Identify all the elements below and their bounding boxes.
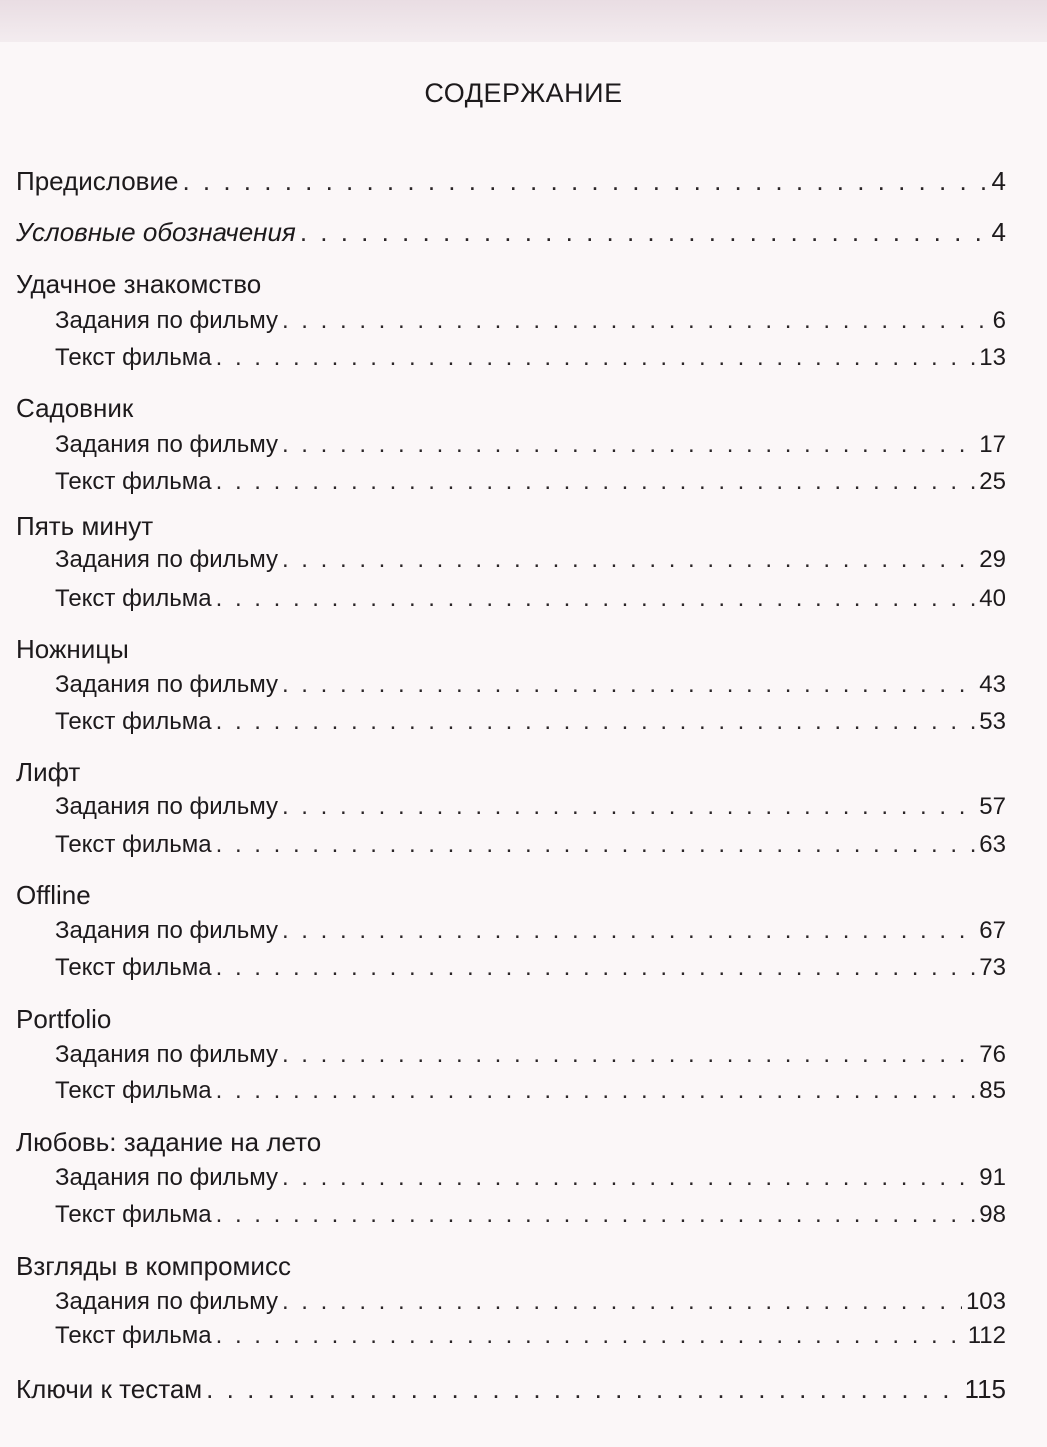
toc-entry-label: Текст фильма <box>55 708 212 735</box>
toc-entry-page: 43 <box>979 671 1006 698</box>
toc-entry-label: Задания по фильму <box>55 546 278 573</box>
dot-leader <box>182 165 987 197</box>
dot-leader <box>216 583 976 615</box>
dot-leader <box>300 216 988 248</box>
toc-entry <box>55 791 1006 823</box>
toc-entry <box>55 915 1006 947</box>
toc-entry-page: 85 <box>979 1077 1006 1104</box>
toc-entry-page: 6 <box>992 307 1006 334</box>
page-title: СОДЕРЖАНИЕ <box>424 78 623 108</box>
toc-entry-label: Текст фильма <box>55 1201 212 1228</box>
toc-entry-page: 98 <box>979 1201 1006 1228</box>
toc-entry-label: Текст фильма <box>55 468 212 495</box>
toc-entry <box>16 165 1006 197</box>
toc-entry-page: 63 <box>979 831 1006 858</box>
toc-entry <box>55 1162 1006 1194</box>
toc-entry-page: 13 <box>979 344 1006 371</box>
toc-entry <box>55 829 1006 861</box>
dot-leader <box>282 1286 962 1318</box>
dot-leader <box>216 1320 964 1352</box>
dot-leader <box>206 1373 960 1405</box>
toc-entry-page: 17 <box>979 431 1006 458</box>
dot-leader <box>216 706 976 738</box>
toc-entry-label: Задания по фильму <box>55 671 278 698</box>
toc-entry-page: 91 <box>979 1164 1006 1191</box>
toc-entry <box>55 1039 1006 1071</box>
toc-entry-label: Текст фильма <box>55 1077 212 1104</box>
toc-heading: Portfolio <box>16 1004 112 1034</box>
toc-entry-label: Условные обозначения <box>16 217 296 247</box>
toc-entry <box>55 583 1006 615</box>
toc-entry <box>55 1075 1006 1107</box>
dot-leader <box>282 1039 975 1071</box>
toc-entry-label: Задания по фильму <box>55 431 278 458</box>
toc-entry-page: 53 <box>979 708 1006 735</box>
toc-entry-label: Текст фильма <box>55 831 212 858</box>
dot-leader <box>282 791 975 823</box>
toc-entry-page: 4 <box>991 166 1006 196</box>
toc-entry <box>55 1320 1006 1352</box>
toc-entry-page: 4 <box>991 217 1006 247</box>
toc-entry-label: Текст фильма <box>55 954 212 981</box>
toc-entry <box>55 305 1006 337</box>
toc-heading: Ножницы <box>16 634 129 664</box>
toc-entry <box>55 342 1006 374</box>
toc-entry-page: 57 <box>979 793 1006 820</box>
toc-entry-page: 76 <box>979 1041 1006 1068</box>
dot-leader <box>282 1162 975 1194</box>
toc-entry-page: 103 <box>965 1288 1006 1315</box>
toc-entry-label: Текст фильма <box>55 344 212 371</box>
toc-heading: Любовь: задание на лето <box>16 1127 322 1157</box>
toc-entry-page: 67 <box>979 917 1006 944</box>
toc-entry-page: 40 <box>979 585 1006 612</box>
toc-entry-label: Задания по фильму <box>55 307 278 334</box>
toc-entry-label: Задания по фильму <box>55 1041 278 1068</box>
toc-entry-page: 112 <box>967 1322 1006 1349</box>
toc-heading: Пять минут <box>16 511 154 541</box>
dot-leader <box>282 544 975 576</box>
toc-entry-page: 25 <box>979 468 1006 495</box>
dot-leader <box>282 669 975 701</box>
toc-entry-page: 29 <box>979 546 1006 573</box>
dot-leader <box>282 429 975 461</box>
dot-leader <box>216 342 976 374</box>
toc-heading: Лифт <box>16 757 81 787</box>
toc-entry-label: Текст фильма <box>55 585 212 612</box>
toc-heading: Садовник <box>16 393 134 423</box>
toc-entry <box>16 1373 1006 1405</box>
toc-entry-label: Задания по фильму <box>55 1164 278 1191</box>
dot-leader <box>282 915 975 947</box>
toc-entry-label: Задания по фильму <box>55 793 278 820</box>
toc-entry <box>55 1199 1006 1231</box>
toc-entry <box>55 1286 1006 1318</box>
dot-leader <box>216 1199 976 1231</box>
toc-entry-label: Ключи к тестам <box>16 1374 203 1404</box>
toc-entry <box>16 216 1006 248</box>
toc-entry <box>55 669 1006 701</box>
toc-entry-label: Задания по фильму <box>55 1288 278 1315</box>
dot-leader <box>216 829 976 861</box>
toc-entry <box>55 466 1006 498</box>
dot-leader <box>216 952 976 984</box>
dot-leader <box>216 466 976 498</box>
toc-entry <box>55 706 1006 738</box>
toc-entry-page: 73 <box>979 954 1006 981</box>
toc-heading: Offline <box>16 880 91 910</box>
toc-entry <box>55 544 1006 576</box>
toc-entry-page: 115 <box>964 1374 1006 1404</box>
dot-leader <box>282 305 989 337</box>
toc-heading: Взгляды в компромисс <box>16 1251 291 1281</box>
dot-leader <box>216 1075 976 1107</box>
toc-entry <box>55 429 1006 461</box>
toc-entry-label: Задания по фильму <box>55 917 278 944</box>
toc-entry-label: Предисловие <box>16 166 179 196</box>
toc-entry-label: Текст фильма <box>55 1322 212 1349</box>
toc-heading: Удачное знакомство <box>16 269 262 299</box>
top-band <box>0 0 1047 42</box>
toc-entry <box>55 952 1006 984</box>
